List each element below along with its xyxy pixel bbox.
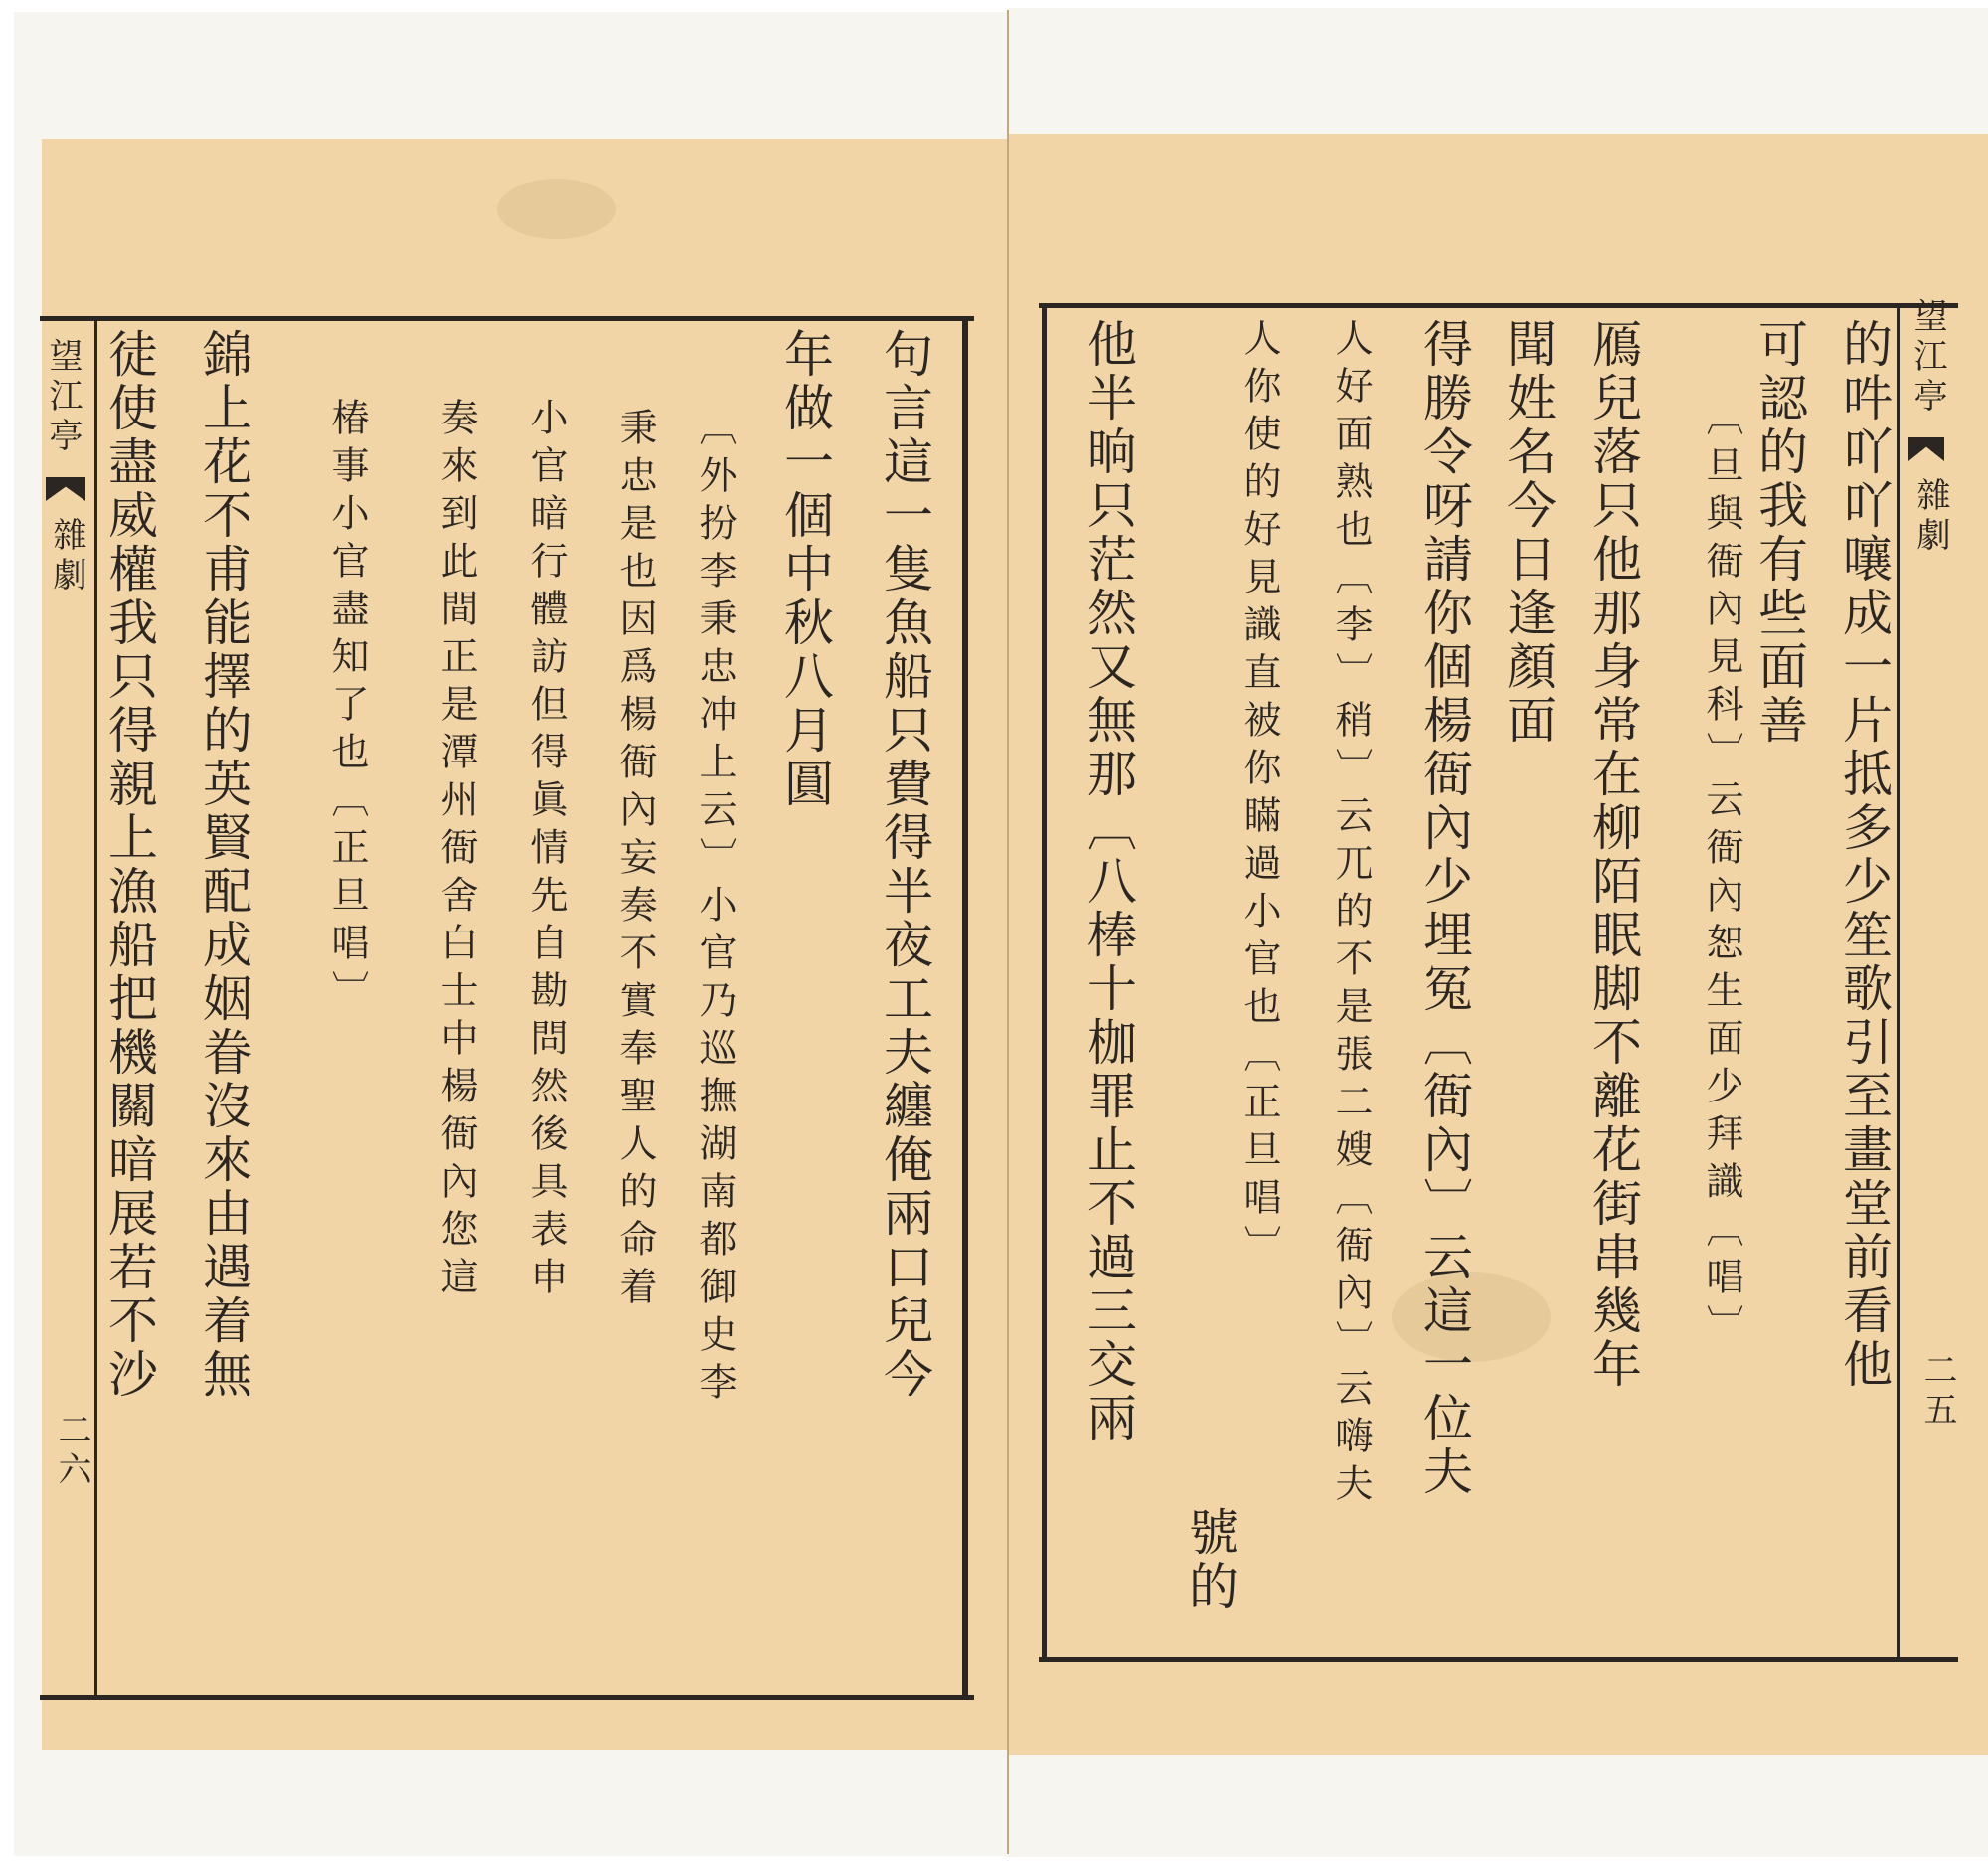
left-frame-top bbox=[40, 316, 974, 321]
right-frame-bottom bbox=[1039, 1657, 1958, 1662]
text-column: 人你使的好見識直被你瞞過小官也〔正旦唱〕 bbox=[1238, 318, 1281, 1272]
running-title: 望江亭 bbox=[43, 338, 83, 457]
folio-number: 二五 bbox=[1917, 1352, 1957, 1432]
text-column: 〔旦與衙內見科〕云衙內恕生面少拜識〔唱〕 bbox=[1700, 398, 1743, 1352]
left-frame-bottom bbox=[40, 1695, 974, 1700]
running-title: 望江亭 bbox=[1907, 298, 1947, 418]
side-label: 雜劇 bbox=[1910, 477, 1950, 557]
right-margin-rule bbox=[1897, 303, 1900, 1662]
text-column: 可認的我有些面善 bbox=[1750, 318, 1808, 748]
text-column: 奏來到此間正是潭州衙舍白士中楊衙內您這 bbox=[434, 398, 478, 1304]
text-column: 鴈兒落只他那身常在柳陌眠脚不離花街串幾年 bbox=[1584, 318, 1642, 1392]
right-frame-top bbox=[1039, 303, 1958, 308]
text-column: 號的 bbox=[1181, 1506, 1239, 1613]
text-column: 聞姓名今日逢顏面 bbox=[1499, 318, 1557, 748]
gutter-fold bbox=[1007, 10, 1009, 1854]
text-column: 小官暗行體訪但得眞情先自勘問然後具表申 bbox=[524, 398, 568, 1304]
text-column: 秉忠是也因爲楊衙內妄奏不實奉聖人的命着 bbox=[613, 408, 657, 1314]
left-margin-rule bbox=[94, 316, 97, 1700]
text-column: 人好面熟也〔李〕稍〕云兀的不是張二嫂〔衙內〕云嗨夫 bbox=[1329, 318, 1373, 1511]
text-column: 的吽吖吖嚷成一片抵多少笙歌引至畫堂前看他 bbox=[1835, 318, 1893, 1392]
paper-stain bbox=[497, 179, 616, 239]
text-column: 椿事小官盡知了也〔正旦唱〕 bbox=[325, 398, 369, 1018]
right-frame-left bbox=[1042, 303, 1047, 1662]
text-column: 他半晌只茫然又無那〔八棒十枷罪止不過三交兩 bbox=[1079, 318, 1137, 1445]
text-column: 得勝令呀請你個楊衙內少埋冤〔衙內〕云這一位夫 bbox=[1415, 318, 1473, 1499]
folio-number: 二六 bbox=[52, 1412, 91, 1491]
text-column: 句言這一隻魚船只費得半夜工夫纏俺兩口兒今 bbox=[876, 328, 933, 1402]
text-column: 徒使盡威權我只得親上漁船把機關暗展若不沙 bbox=[100, 328, 158, 1402]
text-column: 年做一個中秋八月圓 bbox=[776, 328, 834, 811]
text-column: 〔外扮李秉忠冲上云〕小官乃巡撫湖南都御史李 bbox=[693, 408, 737, 1410]
left-frame-right bbox=[962, 316, 968, 1700]
text-column: 錦上花不甫能擇的英賢配成姻眷沒來由遇着無 bbox=[195, 328, 252, 1402]
side-label: 雜劇 bbox=[47, 517, 86, 596]
